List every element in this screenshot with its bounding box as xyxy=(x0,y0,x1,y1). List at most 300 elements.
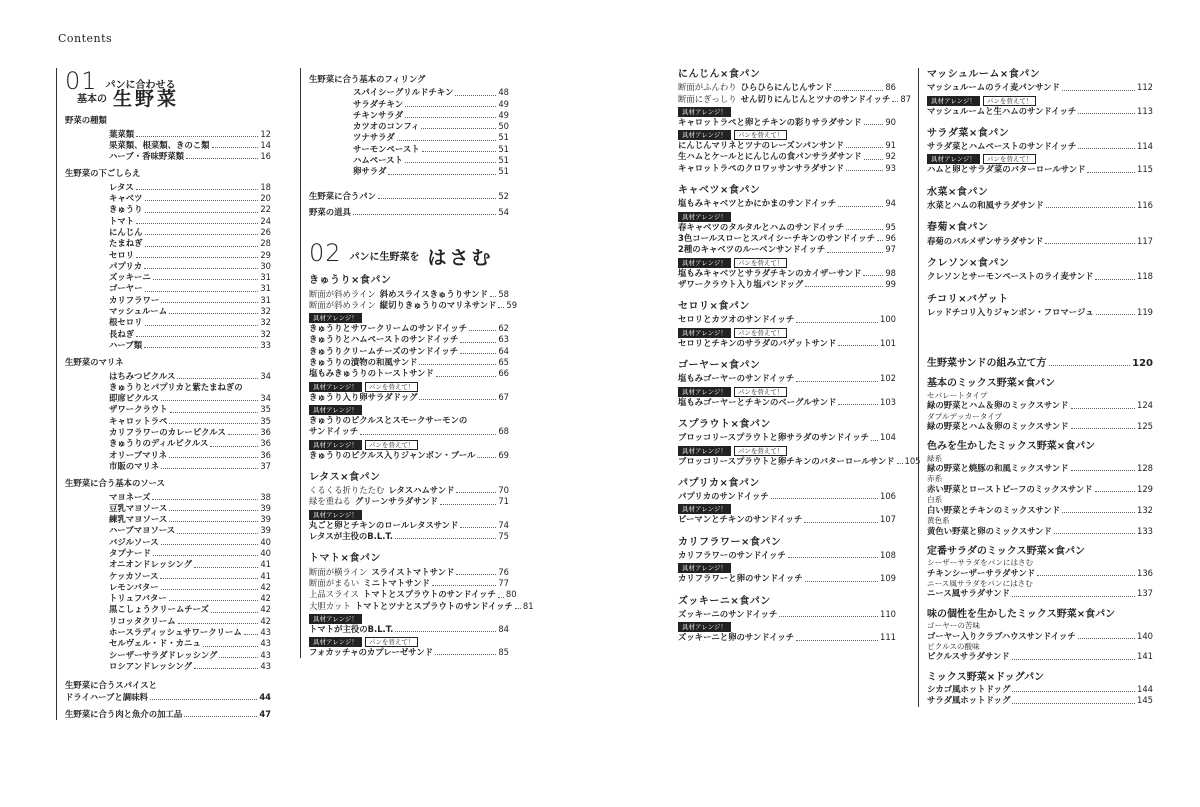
toc-entry-label: 2種のキャベツのルーベンサンドイッチ xyxy=(678,244,826,255)
leader-dots xyxy=(435,654,496,655)
toc-entry[interactable] xyxy=(309,346,509,357)
entry-prefix: くるくる折りたたむ xyxy=(309,485,385,496)
leader-dots xyxy=(170,412,259,413)
toc-entry[interactable] xyxy=(309,191,509,202)
toc-entry[interactable] xyxy=(678,573,896,584)
leader-dots xyxy=(498,597,504,598)
toc-entry[interactable] xyxy=(109,450,271,461)
toc-entry-label: ズッキーニと卵のサンドイッチ xyxy=(678,632,795,643)
toc-entry[interactable] xyxy=(65,709,271,720)
toc-entry[interactable] xyxy=(309,589,517,600)
toc-entry[interactable] xyxy=(678,491,896,502)
toc-entry-label: ハーブ類 xyxy=(109,339,143,350)
toc-entry[interactable] xyxy=(678,82,896,93)
toc-entry-label: レモンバター xyxy=(109,581,159,592)
page-number: 95 xyxy=(885,221,896,232)
badge-row xyxy=(678,446,896,456)
page-number: 54 xyxy=(498,206,509,217)
entry-subtitle: 赤系 xyxy=(927,474,943,484)
toc-entry[interactable] xyxy=(678,117,896,128)
toc-entry[interactable] xyxy=(678,432,896,443)
toc-entry[interactable] xyxy=(109,295,271,306)
entry-prefix: 緑を重ねる xyxy=(309,496,351,507)
section-number: 01 xyxy=(65,67,98,95)
badge-row xyxy=(309,313,509,323)
leader-dots xyxy=(144,268,258,269)
toc-entry[interactable] xyxy=(678,233,896,244)
toc-entry-label: キャロットラペと卵とチキンの彩りサラダサンド xyxy=(678,116,862,127)
toc-entry-label: 長ねぎ xyxy=(109,328,135,339)
toc-entry[interactable] xyxy=(678,338,896,349)
leader-dots xyxy=(834,90,883,91)
toc-entry[interactable] xyxy=(678,268,896,279)
page-number: 64 xyxy=(498,345,509,356)
arrange-badge: 具材アレンジ！ xyxy=(309,637,362,647)
toc-entry[interactable] xyxy=(678,514,896,525)
leader-dots xyxy=(145,325,259,326)
toc-entry[interactable] xyxy=(309,647,509,658)
toc-entry[interactable] xyxy=(927,588,1153,599)
toc-entry[interactable] xyxy=(109,329,271,340)
toc-entry-label: カリフラワーのサンドイッチ xyxy=(678,550,786,561)
leader-dots xyxy=(194,668,258,669)
toc-entry-label: キャロットラペのクロワッサンサラダサンド xyxy=(678,162,844,173)
toc-entry[interactable] xyxy=(309,567,509,578)
leader-dots xyxy=(161,400,259,401)
toc-entry[interactable] xyxy=(109,416,271,427)
toc-entry[interactable] xyxy=(109,371,271,382)
page-number: 128 xyxy=(1137,463,1153,474)
badge-row xyxy=(309,614,509,624)
toc-entry[interactable] xyxy=(927,307,1153,318)
toc-entry-label: ゴーヤー入りクラブハウスサンドイッチ xyxy=(927,630,1076,641)
toc-entry[interactable] xyxy=(309,578,509,589)
toc-entry[interactable] xyxy=(927,82,1153,93)
page-number: 94 xyxy=(885,198,896,209)
category-heading: キャベツ×食パン xyxy=(678,185,761,197)
entry-subtitle: ダブルデッカータイプ xyxy=(927,411,1003,421)
toc-entry[interactable] xyxy=(109,492,271,503)
page-number: 100 xyxy=(880,314,896,325)
toc-entry[interactable] xyxy=(353,132,509,143)
toc-entry-label: ズッキーニのサンドイッチ xyxy=(678,608,778,619)
toc-entry-label: レッドチコリ入りジャンボン・フロマージュ xyxy=(927,306,1094,317)
toc-entry-label: サラダチキン xyxy=(353,98,404,109)
page-number: 52 xyxy=(498,190,509,201)
category-heading: レタス×食パン xyxy=(309,471,381,483)
toc-entry-label: スライストマトサンド xyxy=(371,566,455,577)
leader-dots xyxy=(838,404,878,405)
group-items xyxy=(65,371,271,473)
toc-entry-label: セルヴェル・ド・カニュ xyxy=(109,638,201,649)
page-number: 47 xyxy=(259,708,271,719)
mix-heading: ミックス野菜×ドッグパン xyxy=(927,671,1045,683)
arrange-badge: 具材アレンジ！ xyxy=(927,154,980,164)
page-number: 71 xyxy=(498,496,509,507)
category-heading: 水菜×食パン xyxy=(927,186,989,198)
toc-entry-label: 果菜類、根菜類、きのこ類 xyxy=(109,139,210,150)
page-number: 141 xyxy=(1137,651,1153,662)
toc-entry[interactable] xyxy=(309,392,509,403)
leader-dots xyxy=(145,212,259,213)
toc-entry[interactable] xyxy=(927,568,1153,579)
toc-entry-label: ハーブ・香味野菜類 xyxy=(109,151,184,162)
toc-entry[interactable] xyxy=(309,289,509,300)
toc-entry[interactable] xyxy=(309,207,509,218)
toc-entry-label: 丸ごと卵とチキンのロールレタスサンド xyxy=(309,519,459,530)
toc-entry-label: ザワークラウト入り塩パンドッグ xyxy=(678,278,804,289)
page-number: 87 xyxy=(900,93,912,104)
page-number: 106 xyxy=(880,491,896,502)
group-heading: 野菜の種類 xyxy=(65,115,107,126)
toc-entry-label: フォカッチャのカプレーゼサンド xyxy=(309,647,433,658)
page-number: 137 xyxy=(1137,588,1153,599)
toc-entry[interactable] xyxy=(678,244,896,255)
toc-entry-label: マヨネーズ xyxy=(109,491,151,502)
leader-dots xyxy=(152,499,258,500)
toc-entry[interactable] xyxy=(109,129,271,140)
toc-entry[interactable] xyxy=(927,421,1153,432)
toc-entry[interactable] xyxy=(678,140,896,151)
toc-entry[interactable] xyxy=(678,455,921,467)
toc-entry[interactable] xyxy=(353,144,509,155)
toc-entry-label: トマト xyxy=(109,215,135,226)
toc-entry-label: 春菊のバルメザンサラダサンド xyxy=(927,235,1044,246)
toc-entry[interactable] xyxy=(927,484,1153,495)
toc-entry-label: トマトが主役のB.L.T. xyxy=(309,623,394,634)
toc-entry[interactable] xyxy=(309,299,518,311)
page-number: 65 xyxy=(498,357,509,368)
toc-entry[interactable] xyxy=(678,279,896,290)
toc-entry-label: サラダ風ホットドッグ xyxy=(927,695,1011,706)
toc-entry[interactable] xyxy=(109,503,271,514)
toc-entry[interactable] xyxy=(678,163,896,174)
badge-row xyxy=(678,504,896,514)
entry-subtitle: 黄色系 xyxy=(927,516,950,526)
arrange-badge: 具材アレンジ！ xyxy=(309,510,362,520)
entry-prefix: 断面がまるい xyxy=(309,577,360,588)
toc-entry[interactable] xyxy=(109,317,271,328)
leader-dots xyxy=(838,345,878,346)
toc-entry[interactable] xyxy=(927,164,1153,175)
toc-entry-label: 黒こしょうクリームチーズ xyxy=(109,604,209,615)
toc-column-4 xyxy=(918,68,1153,707)
toc-entry[interactable] xyxy=(927,200,1153,211)
toc-entry[interactable] xyxy=(309,624,509,635)
page-number: 145 xyxy=(1137,695,1153,706)
leader-dots xyxy=(145,246,259,247)
leader-dots xyxy=(136,223,258,224)
leader-dots xyxy=(1012,691,1135,692)
toc-entry[interactable] xyxy=(109,438,271,449)
toc-entry-label: にんじん xyxy=(109,226,143,237)
toc-entry[interactable] xyxy=(309,357,509,368)
toc-entry[interactable] xyxy=(309,323,509,334)
toc-entry[interactable] xyxy=(927,236,1153,247)
toc-entry[interactable] xyxy=(309,485,509,496)
toc-entry[interactable] xyxy=(678,198,896,209)
page-number: 20 xyxy=(260,193,271,204)
toc-entry[interactable] xyxy=(109,537,271,548)
toc-entry-label: ハムペースト xyxy=(353,155,403,166)
toc-entry-wrap[interactable] xyxy=(109,382,271,405)
toc-entry[interactable] xyxy=(65,692,271,703)
leader-dots xyxy=(1012,596,1135,597)
toc-entry[interactable] xyxy=(927,505,1153,516)
section-number: 02 xyxy=(309,239,342,268)
entry-prefix: 断面が斜めライン xyxy=(309,288,376,299)
group-items xyxy=(65,492,271,673)
toc-entry[interactable] xyxy=(109,250,271,261)
toc-entry[interactable] xyxy=(927,631,1153,642)
toc-entry[interactable] xyxy=(109,306,271,317)
toc-entry[interactable] xyxy=(309,450,509,461)
toc-entry[interactable] xyxy=(109,514,271,525)
toc-entry[interactable] xyxy=(109,525,271,536)
toc-entry[interactable] xyxy=(109,283,271,294)
toc-entry[interactable] xyxy=(678,314,896,325)
toc-entry[interactable] xyxy=(109,650,271,661)
toc-entry[interactable] xyxy=(353,110,509,121)
leader-dots xyxy=(353,214,496,215)
toc-entry-label: レタスハムサンド xyxy=(388,485,455,496)
page-number: 14 xyxy=(260,139,271,150)
page-number: 105 xyxy=(904,455,921,466)
toc-entry[interactable] xyxy=(309,600,534,612)
page-number: 93 xyxy=(885,162,896,173)
toc-entry[interactable] xyxy=(109,227,271,238)
page-number: 76 xyxy=(498,566,509,577)
toc-entry[interactable] xyxy=(109,593,271,604)
page-number: 85 xyxy=(498,647,509,658)
toc-entry-label: トリュフバター xyxy=(109,593,167,604)
toc-entry-label: きゅうりとハムペーストのサンドイッチ xyxy=(309,334,459,345)
leader-dots xyxy=(136,257,258,258)
leader-dots xyxy=(203,646,259,647)
badge-row xyxy=(678,622,896,632)
toc-entry[interactable] xyxy=(927,463,1153,474)
entry-subtitle: シーザーサラダをパンにはさむ xyxy=(927,558,1034,568)
toc-entry[interactable] xyxy=(109,238,271,249)
toc-entry[interactable] xyxy=(109,661,271,672)
toc-entry[interactable] xyxy=(678,609,896,620)
swap-bread-badge: パンを替えて！ xyxy=(365,440,419,450)
badge-row xyxy=(678,563,896,573)
section-title-line2: 基本の 生野菜 xyxy=(77,88,180,110)
swap-bread-badge: パンを替えて！ xyxy=(983,154,1037,164)
leader-dots xyxy=(1046,207,1135,208)
page-number: 81 xyxy=(522,600,534,611)
toc-entry-label: カリフラワー xyxy=(109,294,160,305)
toc-entry[interactable] xyxy=(309,426,509,437)
toc-entry-wrap[interactable] xyxy=(65,680,271,703)
toc-entry[interactable] xyxy=(678,632,896,643)
page-number: 103 xyxy=(880,396,896,407)
toc-entry[interactable] xyxy=(109,404,271,415)
toc-entry[interactable] xyxy=(309,368,509,379)
toc-entry-line: きゅうりとパプリカと紫たまねぎの xyxy=(109,381,243,392)
leader-dots xyxy=(1078,113,1135,114)
toc-entry-label: 黄色い野菜と卵のミックスサンド xyxy=(927,525,1052,536)
toc-entry[interactable] xyxy=(109,559,271,570)
leader-dots xyxy=(796,381,878,382)
toc-entry[interactable] xyxy=(678,550,896,561)
toc-entry[interactable] xyxy=(927,400,1153,411)
swap-bread-badge: パンを替えて！ xyxy=(365,382,419,392)
badge-row xyxy=(678,328,896,338)
toc-entry-label: 野菜の道具 xyxy=(309,206,351,217)
toc-entry[interactable] xyxy=(109,193,271,204)
toc-entry[interactable] xyxy=(678,222,896,233)
toc-entry[interactable] xyxy=(109,616,271,627)
toc-entry-label: たまねぎ xyxy=(109,238,143,249)
leader-dots xyxy=(1045,243,1135,244)
toc-entry[interactable] xyxy=(927,651,1153,662)
page-number: 114 xyxy=(1137,141,1153,152)
toc-entry[interactable] xyxy=(109,548,271,559)
leader-dots xyxy=(177,378,258,379)
toc-entry[interactable] xyxy=(927,271,1153,282)
leader-dots xyxy=(469,330,496,331)
toc-entry[interactable] xyxy=(109,638,271,649)
toc-entry[interactable] xyxy=(109,393,271,404)
entry-subtitle: 白系 xyxy=(927,495,943,505)
toc-entry[interactable] xyxy=(927,695,1153,706)
toc-entry-label: きゅうりの漬物の和風サンド xyxy=(309,357,418,368)
toc-entry-label: 生ハムとケールとにんじんの食パンサラダサンド xyxy=(678,151,862,162)
page-number: 42 xyxy=(260,604,271,615)
arrange-badge: 具材アレンジ！ xyxy=(309,313,362,323)
leader-dots xyxy=(1078,148,1135,149)
toc-entry[interactable] xyxy=(109,604,271,615)
toc-entry[interactable] xyxy=(678,93,912,105)
toc-entry-label: ニース風サラダサンド xyxy=(927,588,1010,599)
page-number: 63 xyxy=(498,334,509,345)
leader-dots xyxy=(144,347,258,348)
toc-entry[interactable] xyxy=(109,461,271,472)
badge-row xyxy=(678,107,896,117)
page-number: 28 xyxy=(260,238,271,249)
toc-entry[interactable] xyxy=(678,151,896,162)
toc-entry[interactable] xyxy=(927,684,1153,695)
toc-entry[interactable] xyxy=(927,526,1153,537)
toc-entry[interactable] xyxy=(109,261,271,272)
toc-entry-label: きゅうりクリームチーズのサンドイッチ xyxy=(309,345,459,356)
toc-entry[interactable] xyxy=(309,496,509,507)
toc-entry[interactable] xyxy=(678,397,896,408)
toc-entry[interactable] xyxy=(109,151,271,162)
leader-dots xyxy=(422,151,497,152)
toc-entry[interactable] xyxy=(109,340,271,351)
leader-dots xyxy=(1095,279,1135,280)
leader-dots xyxy=(788,557,878,558)
entry-prefix: 断面が斜めライン xyxy=(309,299,376,310)
section-02-header xyxy=(309,239,509,269)
toc-entry[interactable] xyxy=(309,334,509,345)
toc-entry-label: グリーンサラダサンド xyxy=(354,496,438,507)
entry-subtitle: ゴーヤーの苦味 xyxy=(927,621,981,631)
toc-entry[interactable] xyxy=(109,427,271,438)
category-heading: 春菊×食パン xyxy=(927,222,989,234)
toc-entry[interactable] xyxy=(353,99,509,110)
toc-entry[interactable] xyxy=(309,520,509,531)
leader-dots xyxy=(136,336,258,337)
leader-dots xyxy=(1012,703,1135,704)
leader-dots xyxy=(405,162,496,163)
toc-entry[interactable] xyxy=(109,182,271,193)
toc-entry-label: レタスが主役のB.L.T. xyxy=(309,531,393,542)
toc-entry[interactable] xyxy=(678,373,896,384)
toc-entry[interactable] xyxy=(927,141,1153,152)
leader-dots xyxy=(169,313,258,314)
toc-entry-label: ピクルスサラダサンド xyxy=(927,651,1010,662)
toc-entry-label: 緑の野菜と焼豚の和風ミックスサンド xyxy=(927,463,1069,474)
entry-prefix: 断面にぎっしり xyxy=(678,93,737,104)
leader-dots xyxy=(161,468,258,469)
toc-entry[interactable] xyxy=(309,531,509,542)
toc-entry[interactable] xyxy=(353,87,509,98)
toc-entry[interactable] xyxy=(109,571,271,582)
toc-entry[interactable] xyxy=(353,121,509,132)
badge-row xyxy=(309,405,509,415)
category-heading: サラダ菜×食パン xyxy=(927,127,1010,139)
toc-entry[interactable] xyxy=(109,204,271,215)
toc-entry-label: マッシュルーム xyxy=(109,306,168,317)
toc-entry-label: シーザーサラダドレッシング xyxy=(109,649,218,660)
leader-dots xyxy=(228,434,259,435)
leader-dots xyxy=(779,616,878,617)
badge-row xyxy=(678,130,896,140)
page-number: 66 xyxy=(498,368,509,379)
toc-entry[interactable] xyxy=(109,140,271,151)
toc-entry-label: ゴーヤー xyxy=(109,283,143,294)
category-heading: スプラウト×食パン xyxy=(678,418,771,430)
leader-dots xyxy=(184,716,257,717)
toc-entry-label: ツナサラダ xyxy=(353,132,395,143)
leader-dots xyxy=(210,446,258,447)
toc-entry-label: サンドイッチ xyxy=(309,426,359,437)
toc-entry[interactable] xyxy=(353,166,509,177)
toc-entry[interactable] xyxy=(109,216,271,227)
leader-dots xyxy=(169,423,258,424)
toc-entry-label: 塩もみゴーヤーのサンドイッチ xyxy=(678,373,795,384)
toc-entry-wrap[interactable] xyxy=(309,415,509,438)
page-number: 107 xyxy=(880,514,896,525)
leader-dots xyxy=(1078,638,1135,639)
page-number: 40 xyxy=(260,536,271,547)
toc-entry-label: 豆乳マヨソース xyxy=(109,502,168,513)
toc-entry[interactable]: 生野菜サンドの組み立て方 120 xyxy=(927,358,1153,370)
toc-entry-label: ケッカソース xyxy=(109,570,159,581)
toc-entry-label: ピーマンとチキンのサンドイッチ xyxy=(678,514,803,525)
category-heading: クレソン×食パン xyxy=(927,257,1010,269)
page-number: 49 xyxy=(498,109,509,120)
toc-entry[interactable] xyxy=(927,106,1153,117)
arrange-badge: 具材アレンジ！ xyxy=(678,622,731,632)
page-number: 18 xyxy=(260,181,271,192)
page-number: 101 xyxy=(880,337,896,348)
page-number: 133 xyxy=(1137,525,1153,536)
toc-entry[interactable] xyxy=(353,155,509,166)
leader-dots xyxy=(169,521,258,522)
toc-entry[interactable] xyxy=(109,272,271,283)
toc-entry[interactable] xyxy=(109,627,271,638)
leader-dots xyxy=(1012,659,1135,660)
page-number: 34 xyxy=(260,393,271,404)
page-number: 102 xyxy=(880,373,896,384)
arrange-badge: 具材アレンジ！ xyxy=(678,328,731,338)
toc-entry[interactable] xyxy=(109,582,271,593)
